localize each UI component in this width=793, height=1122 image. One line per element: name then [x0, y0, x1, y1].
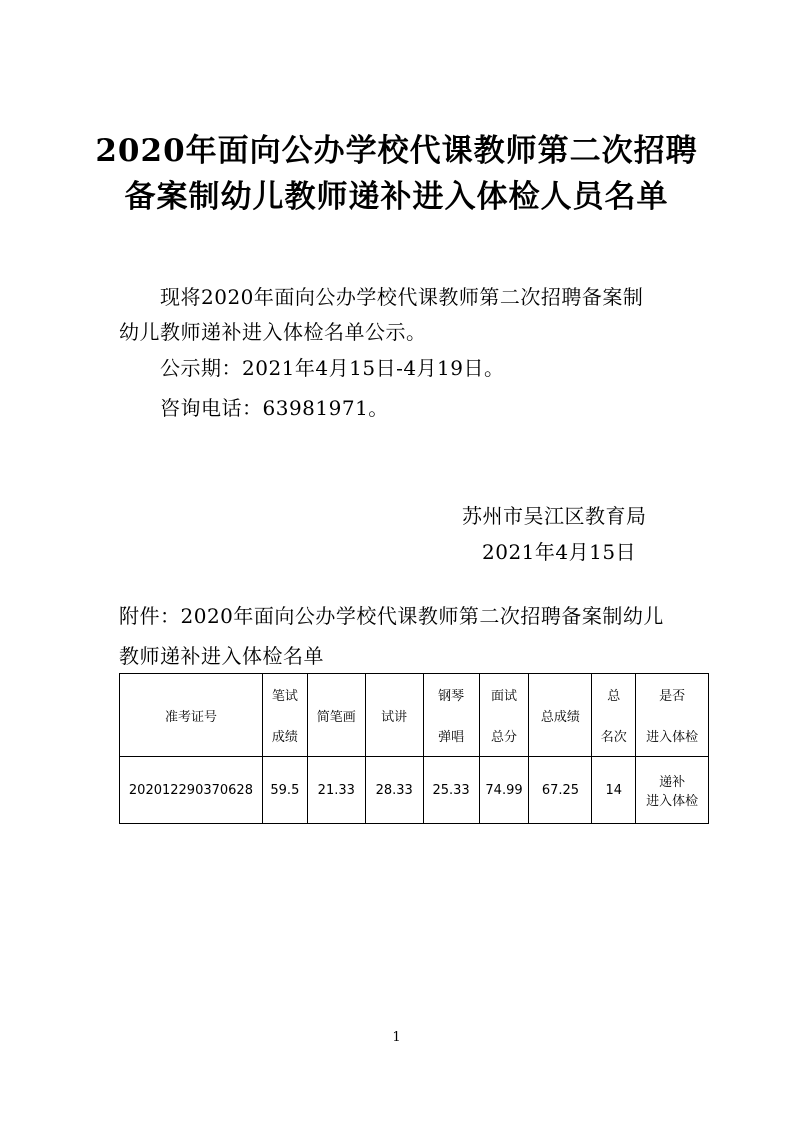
attachment-line-1: 附件：2020年面向公办学校代课教师第二次招聘备案制幼儿	[119, 604, 664, 628]
notice-body-line-1: 现将2020年面向公办学校代课教师第二次招聘备案制	[160, 285, 644, 309]
table-row	[120, 757, 709, 824]
cell-total-score: 67.25	[529, 757, 592, 824]
header-interview-total: 面试 总分	[479, 674, 529, 757]
attachment-line-2: 教师递补进入体检名单	[119, 644, 324, 668]
table-header-row	[120, 674, 709, 757]
signature-date: 2021年4月15日	[482, 540, 637, 564]
notice-phone: 咨询电话：63981971。	[160, 396, 389, 420]
notice-body-line-2: 幼儿教师递补进入体检名单公示。	[119, 320, 427, 344]
cell-rank: 14	[592, 757, 636, 824]
header-medical-exam: 是否 进入体检	[636, 674, 709, 757]
cell-medical-exam-status: 递补 进入体检	[636, 757, 709, 824]
header-drawing: 简笔画	[307, 674, 365, 757]
header-total-score: 总成绩	[529, 674, 592, 757]
cell-piano: 25.33	[423, 757, 479, 824]
candidate-table	[119, 673, 709, 824]
cell-exam-id: 202012290370628	[120, 757, 263, 824]
document-title-line-1: 2020年面向公办学校代课教师第二次招聘	[95, 133, 698, 169]
cell-written-score: 59.5	[262, 757, 307, 824]
cell-interview-total: 74.99	[479, 757, 529, 824]
header-rank: 总 名次	[592, 674, 636, 757]
cell-lecture: 28.33	[365, 757, 423, 824]
document-title-line-2: 备案制幼儿教师递补进入体检人员名单	[124, 179, 669, 215]
cell-drawing: 21.33	[307, 757, 365, 824]
header-lecture: 试讲	[365, 674, 423, 757]
page-number: 1	[392, 1030, 401, 1045]
header-written-score: 笔试 成绩	[262, 674, 307, 757]
header-exam-id: 准考证号	[120, 674, 263, 757]
notice-period: 公示期：2021年4月15日-4月19日。	[160, 356, 505, 380]
header-piano: 钢琴 弹唱	[423, 674, 479, 757]
signature-org: 苏州市吴江区教育局	[462, 504, 647, 528]
